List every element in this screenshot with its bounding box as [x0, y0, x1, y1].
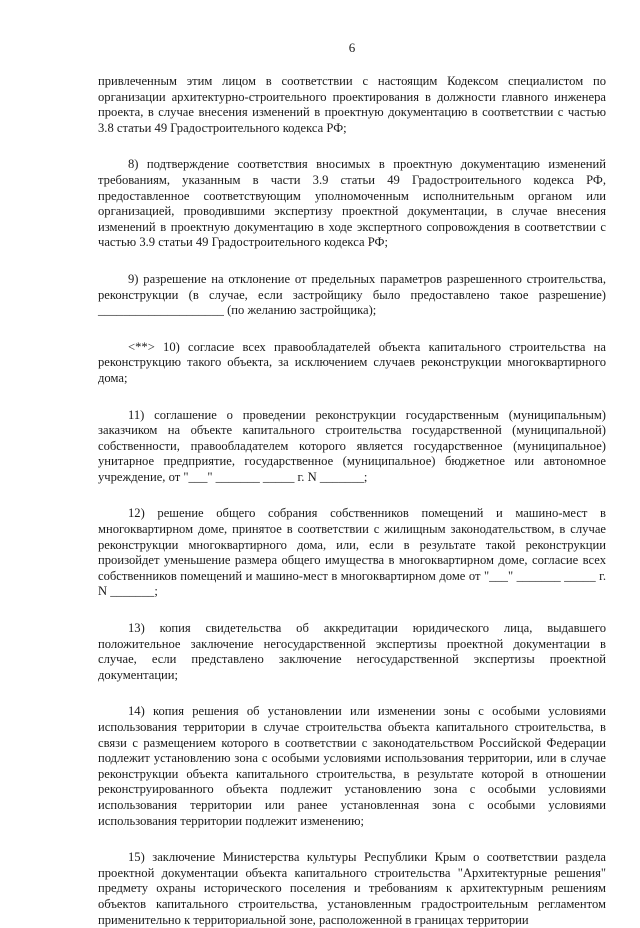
paragraph-item-8: 8) подтверждение соответствия вносимых в проектную документацию изменений требованиям, указанным в части 3.9 статьи 49 Градостроительного кодекса РФ, предоставленное соответствующим уполномоченным исполнительным органом или организацией, проводившими экспертизу проектной документации, в случае внесения изменений в проектную документацию в ходе экспертного сопровождения в соответствии с частью 3.9 статьи 49 Градостроительного кодекса РФ; [98, 157, 606, 250]
page-number: 6 [348, 40, 356, 55]
paragraph-continuation: привлеченным этим лицом в соответствии с настоящим Кодексом специалистом по организации архитектурно-строительного проектирования в должности главного инженера проекта, в случае внесения изменений в проектную документацию в соответствии с частью 3.8 статьи 49 Градостроительного кодекса РФ; [98, 74, 606, 135]
paragraph-item-13: 13) копия свидетельства об аккредитации юридического лица, выдавшего положительное заключение негосударственной экспертизы проектной документации в случае, если представлено заключение негосударственной экспертизы проектной документации; [98, 621, 606, 682]
paragraph-item-9: 9) разрешение на отклонение от предельных параметров разрешенного строительства, реконструкции (в случае, если застройщику было предоставлено такое разрешение) ____________________ (по желанию застройщика); [98, 271, 606, 318]
paragraph-item-14: 14) копия решения об установлении или изменении зоны с особыми условиями использования территории в случае строительства объекта капитального строительства, в связи с размещением которого в соответствии с законодательством Российской Федерации подлежит установлению зона с особыми условиями использования территории, или в случае реконструкции объекта капитального строительства, в результате которой в отношении реконструированного объекта подлежит установлению зона с особыми условиями использования территории или ранее установленная зона с особыми условиями использования территории подлежит изменению; [98, 704, 606, 828]
paragraph-item-12: 12) решение общего собрания собственников помещений и машино-мест в многоквартирном доме, принятое в соответствии с жилищным законодательством, в случае реконструкции многоквартирного дома, или, если в результате такой реконструкции произойдет уменьшение размера общего имущества в многоквартирном доме, согласие всех собственников помещений и машино-мест в многоквартирном доме от "___" _______ _____ г. N _______; [98, 506, 606, 599]
paragraph-item-11: 11) соглашение о проведении реконструкции государственным (муниципальным) заказчиком на объекте капитального строительства государственной (муниципальной) собственности, правообладателем которого является государственное (муниципальное) унитарное предприятие, государственное (муниципальное) бюджетное или автономное учреждение, от "___" _______ _____ г. N _______; [98, 407, 606, 484]
paragraph-item-10: <**> 10) согласие всех правообладателей объекта капитального строительства на реконструкцию такого объекта, за исключением случаев реконструкции многоквартирного дома; [98, 339, 606, 385]
paragraph-item-15: 15) заключение Министерства культуры Республики Крым о соответствии раздела проектной документации объекта капитального строительства "Архитектурные решения" предмету охраны исторического поселения и требованиям к архитектурным решениям объектов капитального строительства, установленным градостроительным регламентом применительно к территориальной зоне, расположенной в границах территории [98, 850, 606, 927]
